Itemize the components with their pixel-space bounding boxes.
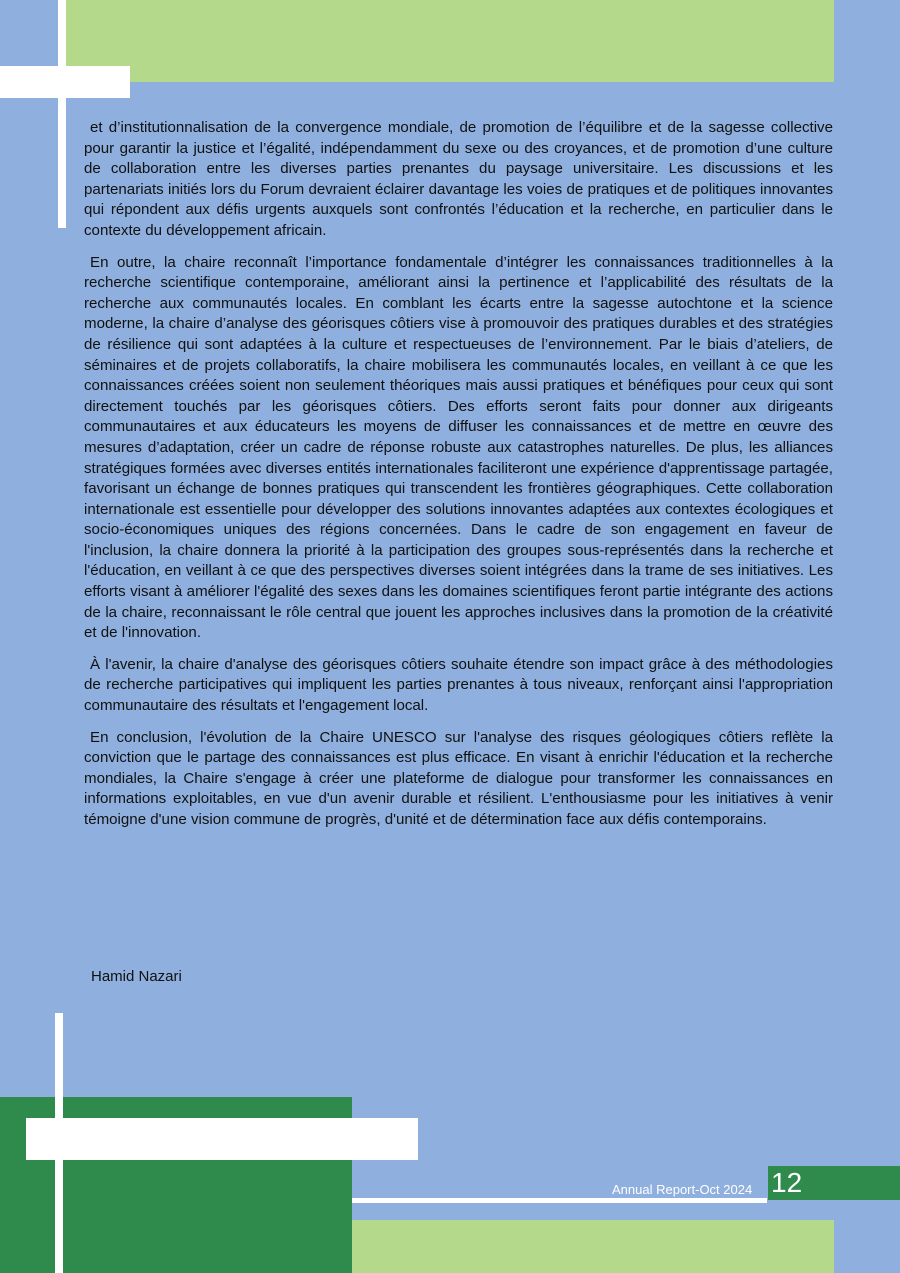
body-text [84,118,833,842]
bottom-light-green-band [352,1220,834,1273]
footer-white-line [352,1198,767,1203]
bottom-white-bar [26,1118,418,1160]
bottom-white-vertical-line [55,1013,63,1273]
footer-label: Annual Report-Oct 2024 [612,1182,753,1197]
paragraph-1: et d’institutionnalisation de la convergence mondiale, de promotion de l’équilibre et de la sagesse collective pour garantir la justice et l’égalité, indépendamment du sexe ou des croyances, et de promotion d’une culture de collaboration entre les diverses parties prenantes du paysage universitaire. Les discussions et les partenariats initiés lors du Forum devraient éclairer davantage les voies de pratiques et de politiques innovantes qui répondent aux défis urgents auxquels sont confrontés l’éducation et la recherche, en particulier dans le contexte du développement africain. [84,119,833,239]
paragraph-2: En outre, la chaire reconnaît l’importance fondamentale d’intégrer les connaissances traditionnelles à la recherche scientifique contemporaine, améliorant ainsi la pertinence et l’applicabilité des résultats de la recherche aux communautés locales. En comblant les écarts entre la sagesse autochtone et la science moderne, la chaire d’analyse des géorisques côtiers vise à promouvoir des pratiques durables et des stratégies de résilience qui sont adaptées à la culture et respectueuses de l’environnement. Par le biais d’ateliers, de séminaires et de projets collaboratifs, la chaire mobilisera les communautés locales, en veillant à ce que les connaissances créées soient non seulement théoriques mais aussi pratiques et bénéfiques pour ceux qui sont directement touchés par les géorisques côtiers. Des efforts seront faits pour donner aux dirigeants communautaires et aux éducateurs les moyens de diffuser les connaissances et de mettre en œuvre des mesures d’adaptation, créer un cadre de réponse robuste aux catastrophes naturelles. De plus, les alliances stratégiques formées avec diverses entités internationales faciliteront une expérience d'apprentissage partagée, favorisant un échange de bonnes pratiques qui transcendent les frontières géographiques. Cette collaboration internationale est essentielle pour développer des solutions innovantes adaptées aux contextes écologiques et socio-économiques uniques des régions concernées. Dans le cadre de son engagement en faveur de l'inclusion, la chaire donnera la priorité à la participation des groupes sous-représentés dans la recherche et l'éducation, en veillant à ce que des perspectives diverses soient intégrées dans la trame de ses initiatives. Les efforts visant à améliorer l'égalité des sexes dans les domaines scientifiques feront partie intégrante des actions de la chaire, reconnaissant le rôle central que jouent les approches inclusives dans la promotion de la créativité et de l'innovation. [84,253,833,642]
paragraph-4: En conclusion, l'évolution de la Chaire UNESCO sur l'analyse des risques géologiques côtiers reflète la conviction que le partage des connaissances est plus efficace. En visant à enrichir l'éducation et la recherche mondiales, la Chaire s'engage à créer une plateforme de dialogue pour transformer les connaissances en informations exploitables, en vue d'un avenir durable et résilient. L'enthousiasme pour les initiatives à venir témoigne d'une vision commune de progrès, d'unité et de détermination face aux défis contemporains. [84,728,833,828]
top-white-vertical-line [58,0,66,228]
page-number: 12 [771,1167,803,1198]
author-name: Hamid Nazari [91,968,182,985]
paragraph-3: À l'avenir, la chaire d'analyse des géorisques côtiers souhaite étendre son impact grâce à des méthodologies de recherche participatives qui impliquent les parties prenantes à tous niveaux, renforçant ainsi l'appropriation communautaire des résultats et l'engagement local. [84,655,833,715]
top-green-band [62,0,834,82]
